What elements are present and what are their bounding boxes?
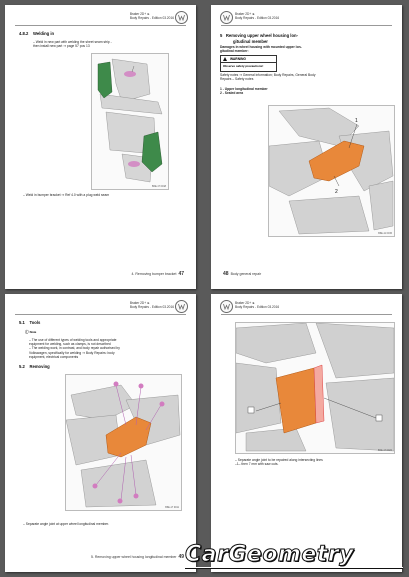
vw-logo-icon	[175, 11, 188, 24]
reference-text: Safety notes ⇒ General information; Body Repairs, General Body Repairs – Safety notes	[220, 73, 316, 82]
manual-page-50	[211, 294, 402, 572]
instruction-text: – Weld in bumper bracket ⇒ Ref 4.0 with a plug weld seam	[23, 193, 110, 197]
angle-joint-diagram	[235, 322, 395, 454]
removal-diagram	[65, 374, 182, 511]
header-rule	[221, 25, 392, 26]
watermark-underline	[185, 567, 403, 569]
longitudinal-member-diagram	[268, 105, 395, 237]
note-label: ⓘ Note	[25, 330, 37, 334]
header-rule	[15, 25, 186, 26]
page-header: Braker 2D+ ► Body Repairs - Edition 03.2016	[129, 301, 174, 309]
section-heading: 5.1 Tools	[19, 320, 41, 325]
page-header: Braker 2D+ ► Body Repairs - Edition 03.2016	[235, 301, 280, 309]
callout-1: 1	[355, 118, 358, 124]
warning-box: WARNING Observe safety precautions!	[220, 55, 277, 72]
figure-code: B6E-17 0022	[378, 449, 392, 452]
section-heading-cont: gitudinal member	[233, 39, 268, 44]
page-footer: 48 Body general repair	[223, 271, 262, 277]
welding-diagram	[91, 53, 169, 190]
intro-text: Damages in wheel housing with mounted upper lon- gitudinal member:	[220, 45, 302, 54]
figure-code: B6E-17 0018	[152, 185, 166, 188]
section-heading: 5 Removing upper wheel housing lon-	[220, 33, 298, 38]
page-footer: 5. Removing upper wheel housing longitudinal member 49	[91, 554, 184, 560]
callout-2: 2	[335, 189, 338, 195]
page-header: Braker 2D+ ► Body Repairs - Edition 03.2016	[235, 12, 280, 20]
instruction-text: – Separate angle joint to be repaired along intersecting lines –1– then 7 mm with saw cuts.	[235, 458, 323, 467]
legend: 1 - Upper longitudinal member 2 - Sealed area	[220, 87, 268, 96]
page-footer: 4. Removing bumper bracket 47	[131, 271, 184, 277]
vw-logo-icon	[220, 11, 233, 24]
warning-triangle-icon	[223, 57, 227, 61]
figure-code: B6E-11 0015	[378, 232, 392, 235]
header-rule	[15, 314, 186, 315]
instruction-text: – Weld in new part with welding the sheet seam strip - then install new part ⇒ page 57 pos 13	[33, 40, 112, 49]
note-text: – The use of different types of welding tools and appropriate equipment for welding, such as clamps, is not described – The welding work, in contrast, and body repair authorised by Volkswagen, specifically for welding ⇒ Body Repairs: body equipment, electrical components	[29, 338, 120, 359]
instruction-text: – Separate angle joint at upper wheel longitudinal member.	[23, 522, 109, 526]
figure-code: B6E-17 0011	[165, 506, 179, 509]
page-header: Braker 2D+ ► Body Repairs - Edition 03.2016	[129, 12, 174, 20]
vw-logo-icon	[175, 300, 188, 313]
section-heading: 5.2 Removing	[19, 364, 50, 369]
section-heading: 4.8.2 Welding in	[19, 31, 55, 36]
info-icon: ⓘ	[25, 330, 29, 334]
cargeometry-watermark: CarGeometry	[185, 542, 354, 567]
manual-page-47	[5, 5, 196, 289]
manual-page-48	[211, 5, 402, 289]
header-rule	[221, 314, 392, 315]
vw-logo-icon	[220, 300, 233, 313]
manual-page-49	[5, 294, 196, 572]
